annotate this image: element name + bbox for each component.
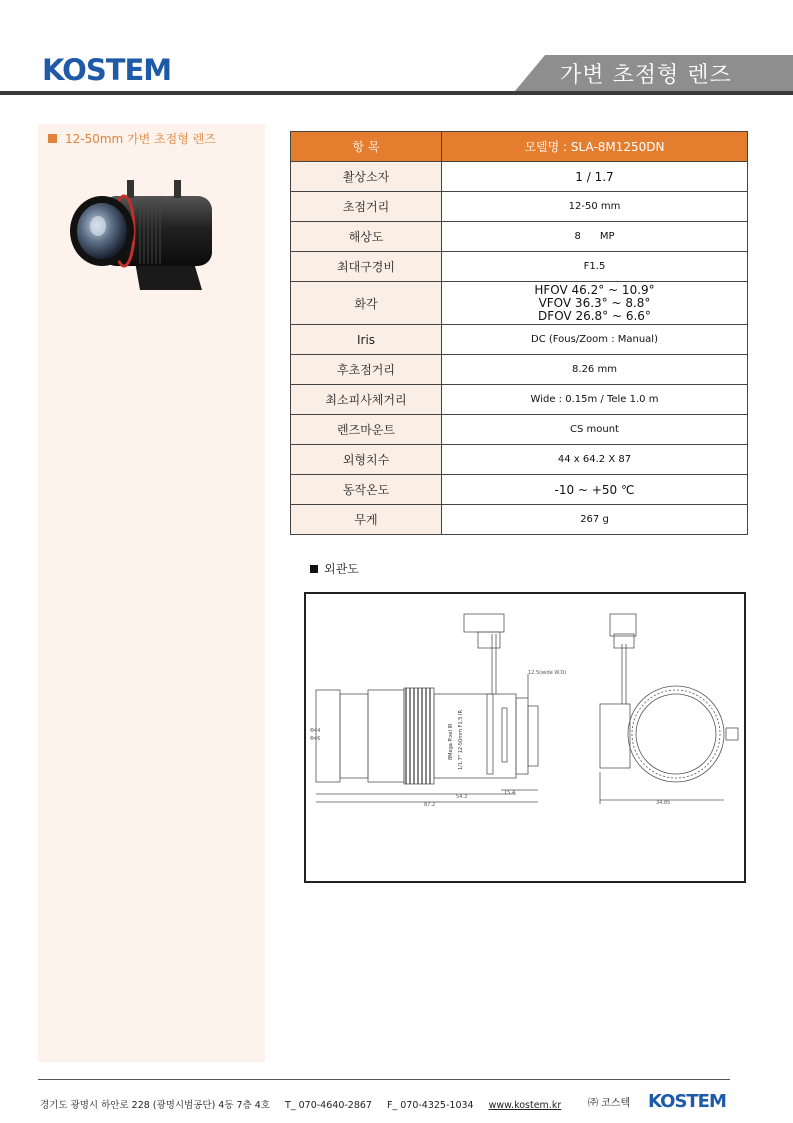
table-row (291, 475, 748, 505)
row-value: 44 x 64.2 X 87 (442, 445, 748, 475)
drawing-section-title (310, 560, 359, 577)
dim-wd: 12.5(wide W.D) (528, 670, 567, 676)
table-row (291, 385, 748, 415)
footer-website-link[interactable]: www.kostem.kr (488, 1100, 562, 1111)
table-row (291, 355, 748, 385)
side-panel-title (48, 130, 216, 147)
row-value: CS mount (442, 415, 748, 445)
spec-table-header (291, 132, 748, 162)
row-value: 12-50 mm (442, 192, 748, 222)
table-row (291, 252, 748, 282)
row-label: 화각 (291, 282, 442, 325)
table-row (291, 505, 748, 535)
spec-table (290, 131, 748, 535)
dim-d44: Φ44 (310, 728, 321, 734)
footer-tel: T_ 070-4640-2867 (285, 1100, 372, 1111)
lens-outline-drawing (306, 594, 744, 881)
row-label: 촬상소자 (291, 162, 442, 192)
lens-print-1: 8Mega Pixel IR (448, 723, 454, 760)
row-value: DC (Fous/Zoom : Manual) (442, 325, 748, 355)
row-label: 후초점거리 (291, 355, 442, 385)
row-value: 8 MP (442, 222, 748, 252)
dim-d46: Φ46 (310, 736, 321, 742)
dim-154: 15.4 (504, 790, 516, 796)
table-row (291, 415, 748, 445)
row-value: 1 / 1.7 (442, 162, 748, 192)
dim-872: 87.2 (424, 802, 436, 808)
drawing-section-title-text: 외관도 (324, 562, 359, 576)
spec-header-model: 모델명 : SLA-8M1250DN (442, 132, 748, 162)
lens-product-image (62, 178, 222, 293)
lens-print-2: 1/1.7" 12-50mm F1.5 IR (458, 710, 464, 770)
footer-fax: F_ 070-4325-1034 (387, 1100, 474, 1111)
black-square-icon (310, 565, 318, 573)
orange-square-icon (48, 134, 57, 143)
footer-address: 경기도 광명시 하안로 228 (광명시범공단) 4동 7층 4호 (40, 1100, 271, 1111)
row-label: 동작온도 (291, 475, 442, 505)
table-row (291, 162, 748, 192)
dim-543: 54.3 (456, 794, 468, 800)
spec-header-label: 항 목 (291, 132, 442, 162)
kostem-logo: KOSTEM (42, 53, 172, 87)
row-label: 무게 (291, 505, 442, 535)
row-value: 8.26 mm (442, 355, 748, 385)
row-label: 렌즈마운트 (291, 415, 442, 445)
dim-3485: 34.85 (656, 800, 671, 806)
table-row (291, 445, 748, 475)
row-label: 해상도 (291, 222, 442, 252)
footer-company-name: ㈜ 코스텍 (588, 1098, 631, 1109)
table-row (291, 325, 748, 355)
table-row (291, 282, 748, 325)
row-value: Wide : 0.15m / Tele 1.0 m (442, 385, 748, 415)
row-value: -10 ~ +50 ℃ (442, 475, 748, 505)
footer-divider (38, 1079, 730, 1080)
row-label: 외형치수 (291, 445, 442, 475)
outline-drawing (304, 592, 746, 883)
side-panel-title-text: 12-50mm 가변 초점형 렌즈 (65, 132, 216, 146)
table-row (291, 192, 748, 222)
vfov-value: VFOV 36.3° ~ 8.8° (538, 295, 651, 310)
row-label: 초점거리 (291, 192, 442, 222)
footer-kostem-logo: KOSTEM (648, 1091, 726, 1112)
hfov-value: HFOV 46.2° ~ 10.9° (534, 282, 655, 297)
dfov-value: DFOV 26.8° ~ 6.6° (538, 308, 651, 323)
row-label: 최소피사체거리 (291, 385, 442, 415)
table-row (291, 222, 748, 252)
row-label: Iris (291, 325, 442, 355)
page-title: 가변 초점형 렌즈 (560, 63, 732, 88)
row-label: 최대구경비 (291, 252, 442, 282)
footer-contact (40, 1097, 573, 1111)
row-value: 267 g (442, 505, 748, 535)
row-value: F1.5 (442, 252, 748, 282)
row-value-fov (442, 282, 748, 325)
header-divider (0, 91, 793, 95)
